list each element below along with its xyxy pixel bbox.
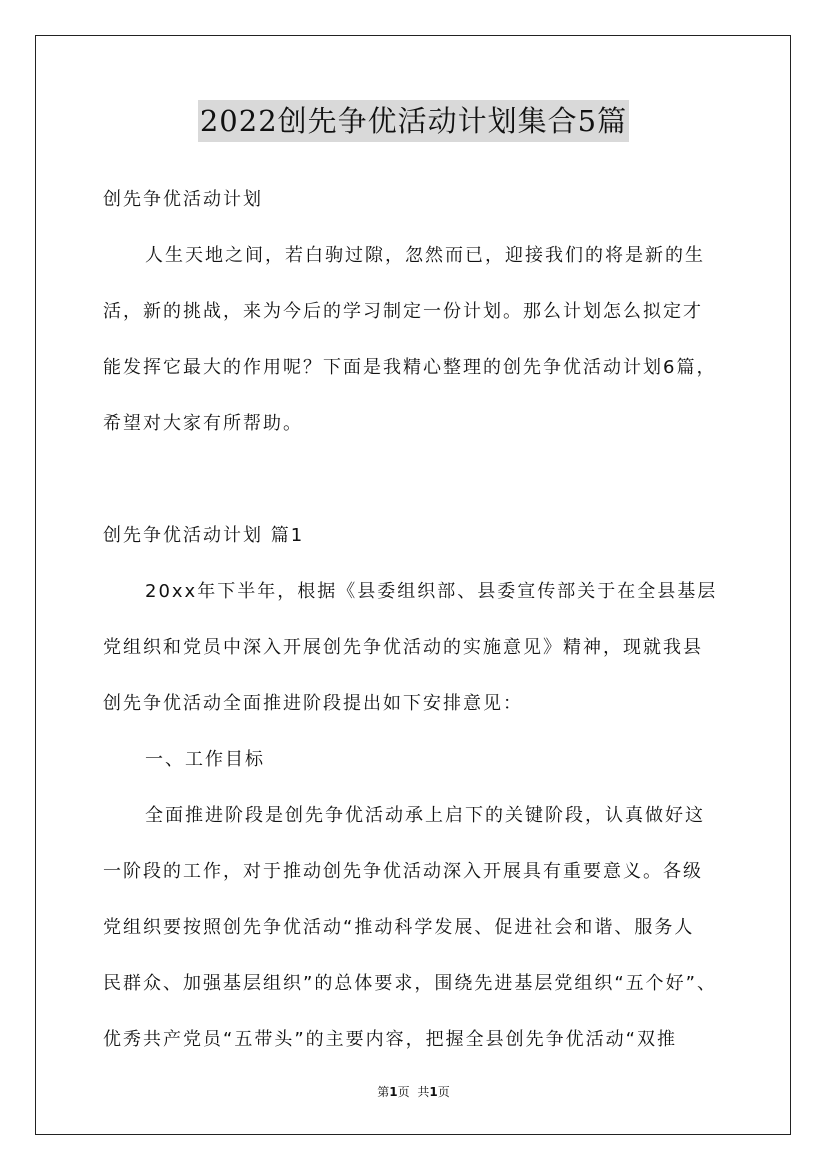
- footer-page-number: 1: [389, 1085, 398, 1099]
- text-line: 全面推进阶段是创先争优活动承上启下的关键阶段，认真做好这: [145, 805, 705, 826]
- text-line: 创先争优活动计划: [103, 189, 263, 210]
- text-line: 民群众、加强基层组织”的总体要求，围绕先进基层党组织“五个好”、: [103, 973, 717, 994]
- text-line: 希望对大家有所帮助。: [103, 413, 303, 434]
- footer-total-suffix: 页: [437, 1085, 450, 1099]
- footer-page-suffix: 页: [397, 1085, 410, 1099]
- title-container: [0, 100, 827, 142]
- document-title: 2022创先争优活动计划集合5篇: [198, 100, 629, 142]
- text-line: 活，新的挑战，来为今后的学习制定一份计划。那么计划怎么拟定才: [103, 301, 703, 322]
- text-line: 创先争优活动计划 篇1: [103, 525, 305, 546]
- text-line: 优秀共产党员“五带头”的主要内容，把握全县创先争优活动“双推: [103, 1029, 677, 1050]
- text-line: 一、工作目标: [145, 749, 265, 770]
- text-line: 一阶段的工作，对于推动创先争优活动深入开展具有重要意义。各级: [103, 861, 703, 882]
- text-line: 创先争优活动全面推进阶段提出如下安排意见：: [103, 693, 523, 714]
- footer-prefix: 第: [377, 1085, 390, 1099]
- blank-line: [103, 452, 753, 508]
- text-line: 能发挥它最大的作用呢？下面是我精心整理的创先争优活动计划6篇，: [103, 357, 717, 378]
- footer-total-pages: 1: [429, 1085, 438, 1099]
- document-body: [103, 172, 753, 1068]
- text-line: 党组织要按照创先争优活动“推动科学发展、促进社会和谐、服务人: [103, 917, 695, 938]
- text-line: 人生天地之间，若白驹过隙，忽然而已，迎接我们的将是新的生: [145, 245, 705, 266]
- page-footer: [0, 1083, 827, 1100]
- text-line: 党组织和党员中深入开展创先争优活动的实施意见》精神，现就我县: [103, 637, 703, 658]
- text-line: 20xx年下半年，根据《县委组织部、县委宣传部关于在全县基层: [145, 581, 718, 602]
- footer-total-prefix: 共: [417, 1085, 430, 1099]
